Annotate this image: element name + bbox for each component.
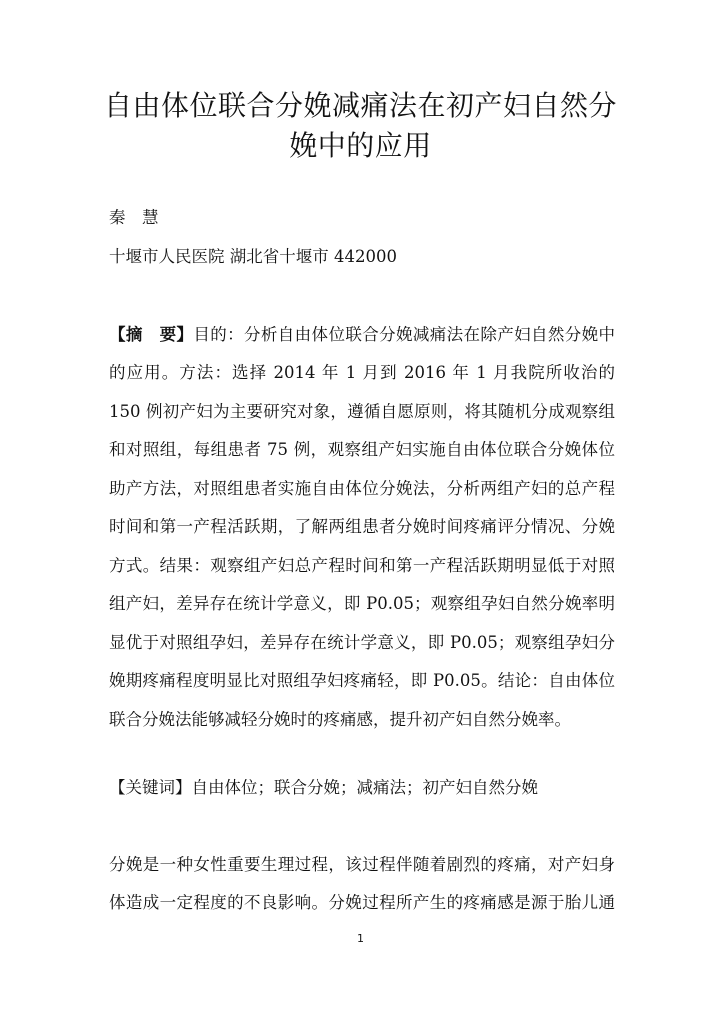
abstract-text: 目的：分析自由体位联合分娩减痛法在除产妇自然分娩中 <box>193 325 616 344</box>
abstract-line-11: 联合分娩法能够减轻分娩时的疼痛感，提升初产妇自然分娩率。 <box>109 710 571 729</box>
affiliation: 十堰市人民医院 湖北省十堰市 442000 <box>109 247 397 266</box>
keywords-label: 【关键词】 <box>109 778 192 797</box>
abstract-line-3: 150 例初产妇为主要研究对象，遵循自愿原则，将其随机分成观察组 <box>109 402 615 421</box>
author: 秦 慧 <box>109 208 159 227</box>
page-number: 1 <box>357 932 364 945</box>
abstract-line-2: 的应用。方法：选择 2014 年 1 月到 2016 年 1 月我院所收治的 <box>109 363 615 382</box>
abstract-line-5: 助产方法，对照组患者实施自由体位分娩法，分析两组产妇的总产程 <box>109 479 615 498</box>
abstract-label: 【摘 要】 <box>109 325 194 344</box>
abstract-line-4: 和对照组，每组患者 75 例，观察组产妇实施自由体位联合分娩体位 <box>109 440 615 459</box>
abstract-line-1 <box>109 325 615 345</box>
body-line-1: 分娩是一种女性重要生理过程，该过程伴随着剧烈的疼痛，对产妇身 <box>109 855 615 874</box>
title-line-2: 娩中的应用 <box>289 129 432 162</box>
keywords-line <box>109 778 615 798</box>
abstract-line-9: 显优于对照组孕妇，差异存在统计学意义，即 P0.05；观察组孕妇分 <box>109 633 615 652</box>
abstract-line-8: 组产妇，差异存在统计学意义，即 P0.05；观察组孕妇自然分娩率明 <box>109 594 615 613</box>
body-line-2: 体造成一定程度的不良影响。分娩过程所产生的疼痛感是源于胎儿通 <box>109 893 615 912</box>
abstract-line-6: 时间和第一产程活跃期，了解两组患者分娩时间疼痛评分情况、分娩 <box>109 517 615 536</box>
abstract-line-7: 方式。结果：观察组产妇总产程时间和第一产程活跃期明显低于对照 <box>109 556 615 575</box>
abstract-line-10: 娩期疼痛程度明显比对照组孕妇疼痛轻，即 P0.05。结论：自由体位 <box>109 671 615 690</box>
keywords-text: 自由体位；联合分娩；减痛法；初产妇自然分娩 <box>191 778 538 797</box>
title-line-1: 自由体位联合分娩减痛法在初产妇自然分 <box>103 89 617 122</box>
